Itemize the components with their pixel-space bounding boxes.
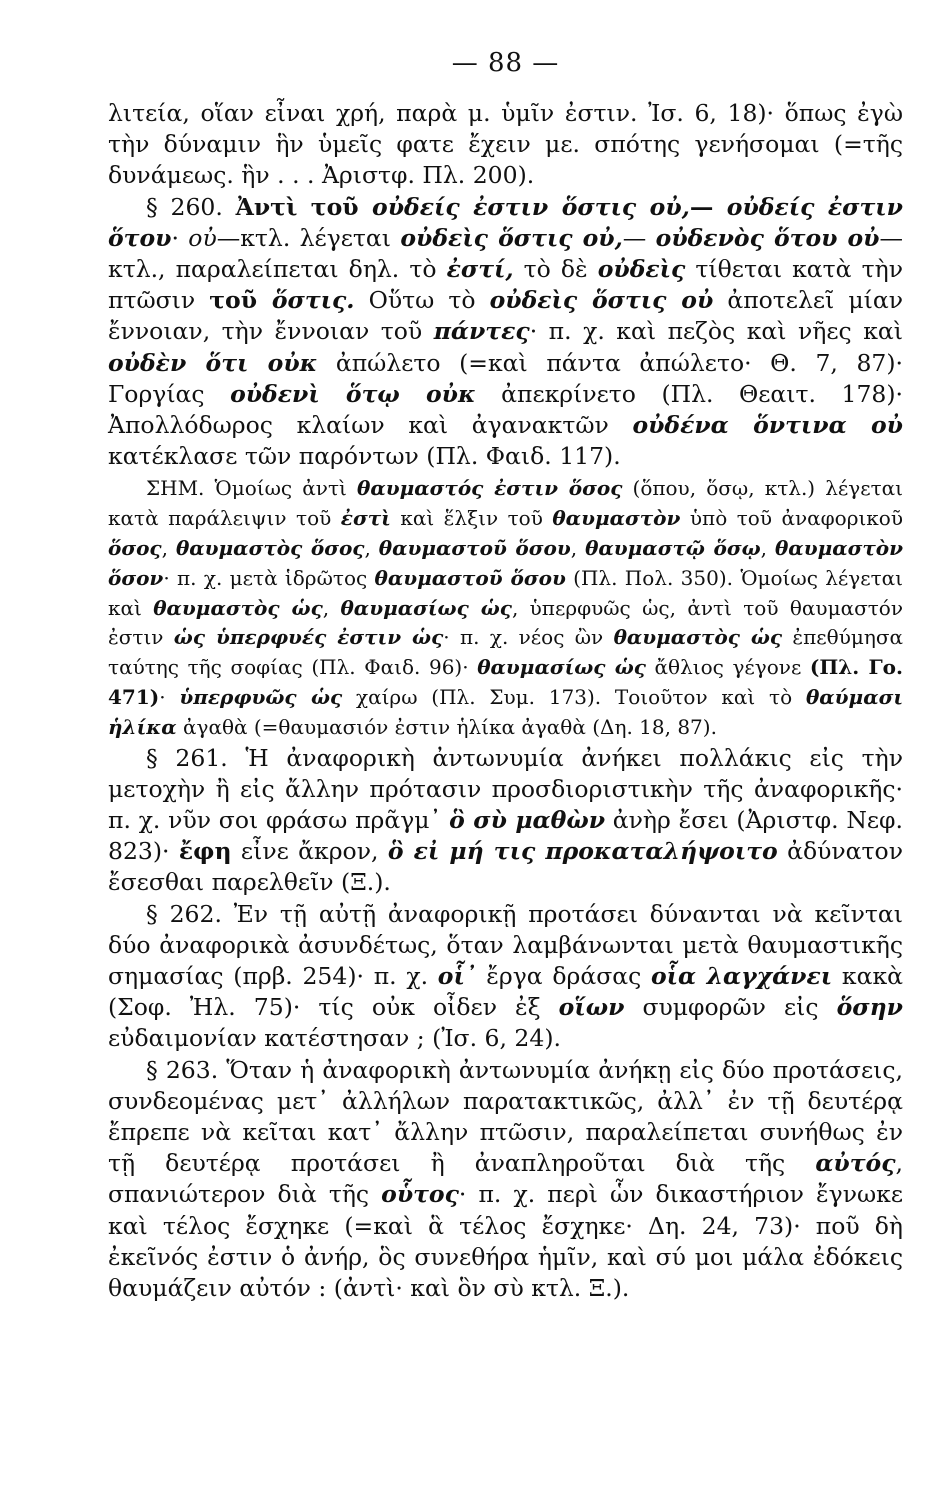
- text-segment: οὐδείς ἐστιν ὅτου: [108, 192, 903, 252]
- text-segment: ἔργα δράσας: [476, 962, 651, 991]
- text-segment: εὐδαιμονίαν κατέστησαν ; (Ἰσ. 6, 24).: [108, 1024, 561, 1053]
- text-segment: τοῦ: [209, 286, 272, 315]
- text-segment: , σπανιώτερον διὰ τῆς: [108, 1149, 903, 1209]
- text-segment: πάντες: [433, 317, 530, 346]
- text-segment: Ἀντὶ τοῦ: [235, 192, 373, 221]
- text-segment: —κτλ. λέγεται: [216, 223, 401, 252]
- text-segment: οὐδεὶς ὅστις οὐ: [489, 286, 714, 315]
- text-segment: οἷα λαγχάνει: [651, 962, 833, 991]
- text-segment: καὶ ἕλξιν τοῦ: [390, 506, 553, 531]
- text-segment: θαυμαστοῦ ὅσου: [374, 565, 566, 590]
- text-segment: οἵων: [558, 993, 625, 1022]
- text-segment: § 262. Ἐν τῇ αὐτῇ ἀναφορικῇ προτάσει δύνανται νὰ κεῖνται δύο ἀναφορικὰ ἀσυνδέτως, ὅταν λαμβάνωνται μετὰ θαυμαστικῆς σημασίας (πρβ. 254)· π. χ.: [108, 899, 903, 991]
- text-segment: οὗτος: [381, 1180, 459, 1209]
- text-segment: ὅσος: [108, 536, 162, 561]
- text-segment: Οὕτω τὸ: [354, 286, 490, 315]
- note-paragraph: [108, 474, 903, 742]
- text-segment: αὐτός: [815, 1149, 896, 1178]
- text-segment: (Πλ. Γο. 471): [108, 655, 903, 710]
- text-segment: θαυμαστός ἐστιν ὅσος: [357, 476, 623, 501]
- text-paragraph: [108, 743, 903, 899]
- text-segment: (ὅπου, ὅσῳ, κτλ.) λέγεται κατὰ παράλειψιν τοῦ: [108, 476, 904, 531]
- text-segment: ἐστί,: [446, 255, 514, 284]
- text-segment: ὅσην: [836, 993, 903, 1022]
- text-segment: § 263. Ὅταν ἡ ἀναφορικὴ ἀντωνυμία ἀνήκῃ εἰς δύο προτάσεις, συνδεομένας μετ᾽ ἀλλήλων παρατακτικῶς, ἀλλ᾽ ἐν τῇ δευτέρᾳ ἔπρεπε νὰ κεῖται κατ᾽ ἄλλην πτῶσιν, παραλείπεται συνήθως ἐν τῇ δευτέρᾳ προτάσει ἢ ἀναπληροῦται διὰ τῆς: [108, 1055, 903, 1178]
- text-segment: θαυμασίως ὡς: [340, 595, 512, 620]
- text-segment: θαυμαστῷ ὅσῳ: [585, 536, 761, 561]
- text-segment: θαυμαστὸν: [552, 506, 681, 531]
- text-segment: λιτεία, οἵαν εἶναι χρή, παρὰ μ. ὑμῖν ἐστιν. Ἰσ. 6, 18)· ὅπως ἐγὼ τὴν δύναμιν ἣν ὑμεῖς φατε ἔχειν με. σπότης γενήσομαι (=τῆς δυνάμεως. ἣν . . . Ἀριστφ. Πλ. 200).: [108, 99, 903, 190]
- text-segment: ,: [760, 536, 775, 561]
- text-segment: οὐδείς ἐστιν ὅστις οὐ,: [372, 192, 690, 221]
- text-segment: ·: [159, 685, 180, 710]
- text-segment: θαυμαστὸς ὅσος: [175, 536, 365, 561]
- text-segment: ὡς ὑπερφυές ἐστιν ὡς: [173, 625, 444, 650]
- text-segment: κακὰ (Σοφ. Ἠλ. 75)· τίς οὐκ οἶδεν ἐξ: [108, 962, 903, 1022]
- text-paragraph: [108, 98, 903, 192]
- text-segment: θαυμαστοῦ ὅσου: [378, 536, 571, 561]
- text-segment: ὅστις.: [271, 286, 355, 315]
- text-segment: ἔφη: [178, 837, 232, 866]
- text-segment: ὑπερφυῶς ὡς: [179, 685, 343, 710]
- page-number: — 88 —: [451, 48, 560, 78]
- text-segment: —: [689, 192, 727, 221]
- text-segment: , ὑπερφυῶς ὡς, ἀντὶ τοῦ θαυμαστόν ἐστιν: [108, 595, 903, 650]
- text-segment: θαυμασίως ὡς: [477, 655, 646, 680]
- text-segment: ἀπεκρίνετο (Πλ. Θεαιτ. 178)· Ἀπολλόδωρος κλαίων καὶ ἀγανακτῶν: [108, 379, 903, 440]
- text-segment: · π. χ. περὶ ὧν δικαστήριον ἔγνωκε καὶ τέλος ἔσχηκε (=καὶ ἃ τέλος ἔσχηκε· Δη. 24, 73)· ποῦ δὴ ἐκεῖνός ἐστιν ὁ ἀνήρ, ὃς συνεθήρα ἡμῖν, καὶ σύ μοι μάλα ἐδόκεις θαυμάζειν αὐτόν : (ἀντὶ· καὶ ὃν σὺ κτλ. Ξ.).: [108, 1180, 904, 1303]
- text-segment: ,: [364, 536, 379, 561]
- text-segment: (Πλ. Πολ. 350). Ὁμοίως λέγεται καὶ: [108, 565, 904, 620]
- text-segment: τίθεται κατὰ τὴν πτῶσιν: [108, 255, 903, 315]
- text-segment: —: [622, 223, 656, 252]
- text-segment: οὐδὲν ὅτι οὐκ: [108, 348, 318, 377]
- text-segment: οὐδεὶς ὅστις οὐ,: [400, 223, 623, 252]
- text-segment: κατέκλασε τῶν παρόντων (Πλ. Φαιδ. 117).: [108, 442, 621, 471]
- text-segment: οὐδένα ὅντινα οὐ: [632, 411, 903, 440]
- text-paragraph: [108, 899, 903, 1055]
- text-segment: θαυμαστὸς ὡς: [153, 595, 323, 620]
- text-segment: ,: [322, 595, 341, 620]
- text-segment: οὐ: [188, 223, 217, 252]
- text-segment: θαύμασι ἡλίκα: [108, 685, 904, 739]
- text-segment: συμφορῶν εἰς: [624, 993, 837, 1022]
- text-segment: ,: [570, 536, 586, 561]
- text-segment: ·: [171, 223, 189, 252]
- text-segment: ὃ εἰ μή τις προκαταλήψοιτο: [387, 837, 778, 866]
- text-segment: θαυμαστὸς ὡς: [613, 625, 783, 650]
- text-segment: οὐδενὸς ὅτου οὐ: [655, 223, 880, 252]
- text-segment: ὃ σὺ μαθὼν: [449, 806, 605, 835]
- text-segment: ,: [161, 536, 176, 561]
- text-segment: ἀποτελεῖ μίαν ἔννοιαν, τὴν ἔννοιαν τοῦ: [108, 286, 903, 346]
- text-segment: — κτλ., παραλείπεται δηλ. τὸ: [108, 223, 903, 284]
- text-segment: θαυμαστὸν ὅσον: [108, 536, 904, 590]
- text-segment: · π. χ. μετὰ ἱδρῶτος: [163, 565, 375, 590]
- text-paragraph: [108, 1055, 903, 1305]
- text-segment: οὐδενὶ ὅτῳ οὐκ: [230, 379, 476, 408]
- text-segment: ΣΗΜ. Ὁμοίως ἀντὶ: [146, 476, 357, 501]
- text-segment: · π. χ. καὶ πεζὸς καὶ νῆες καὶ: [529, 317, 903, 346]
- text-segment: § 260.: [146, 192, 236, 221]
- text-segment: ἀνὴρ ἔσει (Ἀριστφ. Νεφ. 823)·: [108, 806, 903, 866]
- text-segment: τὸ δὲ: [513, 255, 598, 284]
- text-segment: ἀπώλετο (=καὶ πάντα ἀπώλετο· Θ. 7, 87)· Γοργίας: [108, 348, 903, 408]
- text-segment: χαίρω (Πλ. Συμ. 173). Τοιοῦτον καὶ τὸ: [342, 685, 806, 710]
- text-segment: ἐπεθύμησα ταύτης τῆς σοφίας (Πλ. Φαιδ. 96)·: [108, 625, 904, 680]
- text-segment: οὐδεὶς: [597, 255, 686, 284]
- text-segment: ἀγαθὰ (=θαυμασιόν ἐστιν ἡλίκα ἀγαθὰ (Δη. 18, 87).: [176, 714, 717, 739]
- page-body: [108, 98, 903, 1304]
- text-segment: οἷ᾽: [437, 962, 477, 991]
- text-segment: ἀδύνατον ἔσεσθαι παρελθεῖν (Ξ.).: [108, 837, 903, 897]
- text-segment: εἶνε ἄκρον,: [231, 837, 388, 866]
- text-segment: ἐστὶ: [340, 506, 391, 531]
- text-segment: ὑπὸ τοῦ ἀναφορικοῦ: [680, 506, 903, 531]
- text-segment: ἄθλιος γέγονε: [645, 655, 810, 680]
- text-paragraph: [108, 192, 903, 473]
- text-segment: · π. χ. νέος ὢν: [443, 625, 614, 650]
- text-segment: § 261. Ἡ ἀναφορικὴ ἀντωνυμία ἀνήκει πολλάκις εἰς τὴν μετοχὴν ἢ εἰς ἄλλην πρότασιν προσδιοριστικὴν τῆς ἀναφορικῆς· π. χ. νῦν σοι φράσω πρᾶγμ᾽: [108, 743, 903, 835]
